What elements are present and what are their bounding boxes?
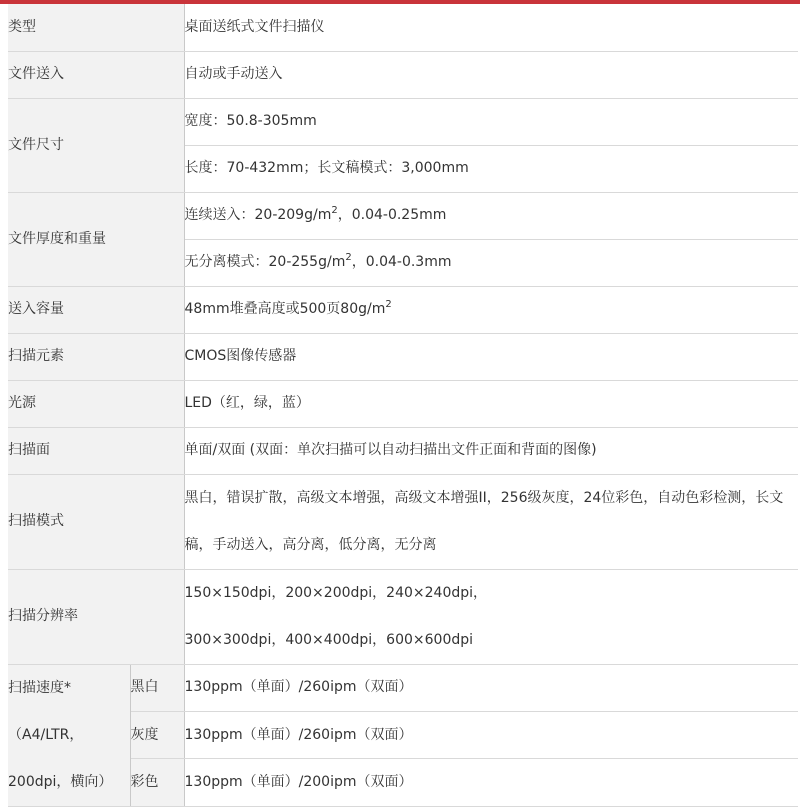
row-value: 黑白，错误扩散，高级文本增强，高级文本增强II，256级灰度，24位彩色，自动色彩检测，长文稿，手动送入，高分离，低分离，无分离: [184, 474, 798, 569]
value-line: 300×300dpi，400×400dpi，600×600dpi: [184, 631, 474, 648]
row-value: LED（红，绿，蓝）: [184, 380, 798, 427]
row-label: 扫描面: [8, 427, 184, 474]
superscript: 2: [345, 252, 352, 264]
table-row: [8, 51, 798, 98]
table-row: [8, 192, 798, 239]
row-value: 长度：70-432mm；长文稿模式：3,000mm: [184, 145, 798, 192]
table-row: [8, 664, 798, 711]
row-label: 文件送入: [8, 51, 184, 98]
sub-label: 彩色: [130, 759, 184, 806]
table-row: [8, 474, 798, 569]
row-value: [184, 286, 798, 333]
row-label: 扫描分辨率: [8, 569, 184, 664]
value-text: ，0.04-0.25mm: [337, 207, 447, 224]
value-text: ，0.04-0.3mm: [351, 254, 452, 271]
value-text: 无分离模式：20-255g/m: [184, 254, 346, 271]
row-value: 桌面送纸式文件扫描仪: [184, 4, 798, 51]
row-label: 文件厚度和重量: [8, 192, 184, 286]
superscript: 2: [331, 205, 338, 217]
row-value: [184, 239, 798, 286]
row-label: 光源: [8, 380, 184, 427]
table-row: [8, 427, 798, 474]
table-row: [8, 286, 798, 333]
row-label: 文件尺寸: [8, 98, 184, 192]
superscript: 2: [385, 299, 392, 311]
table-row: [8, 4, 798, 51]
row-value: 自动或手动送入: [184, 51, 798, 98]
row-value: 130ppm（单面）/260ipm（双面）: [184, 711, 798, 758]
value-text: 连续送入：20-209g/m: [184, 207, 332, 224]
label-line: 扫描速度*: [8, 679, 71, 696]
sub-label: 灰度: [130, 711, 184, 758]
row-value: 宽度：50.8-305mm: [184, 98, 798, 145]
label-line: 200dpi，横向）: [8, 773, 113, 790]
row-value: 单面/双面 (双面：单次扫描可以自动扫描出文件正面和背面的图像): [184, 427, 798, 474]
label-line: （A4/LTR，: [8, 726, 84, 743]
row-label: 送入容量: [8, 286, 184, 333]
table-row: [8, 380, 798, 427]
spec-table: [8, 4, 798, 807]
row-label: [8, 664, 130, 806]
row-value: [184, 569, 798, 664]
table-row: [8, 333, 798, 380]
row-label: 扫描元素: [8, 333, 184, 380]
table-row: [8, 569, 798, 664]
row-value: CMOS图像传感器: [184, 333, 798, 380]
value-line: 150×150dpi，200×200dpi，240×240dpi，: [184, 584, 488, 601]
sub-label: 黑白: [130, 664, 184, 711]
row-value: [184, 192, 798, 239]
value-text: 48mm堆叠高度或500页80g/m: [184, 301, 386, 318]
row-value: 130ppm（单面）/260ipm（双面）: [184, 664, 798, 711]
row-value: 130ppm（单面）/200ipm（双面）: [184, 759, 798, 806]
table-row: [8, 98, 798, 145]
row-label: 扫描模式: [8, 474, 184, 569]
row-label: 类型: [8, 4, 184, 51]
